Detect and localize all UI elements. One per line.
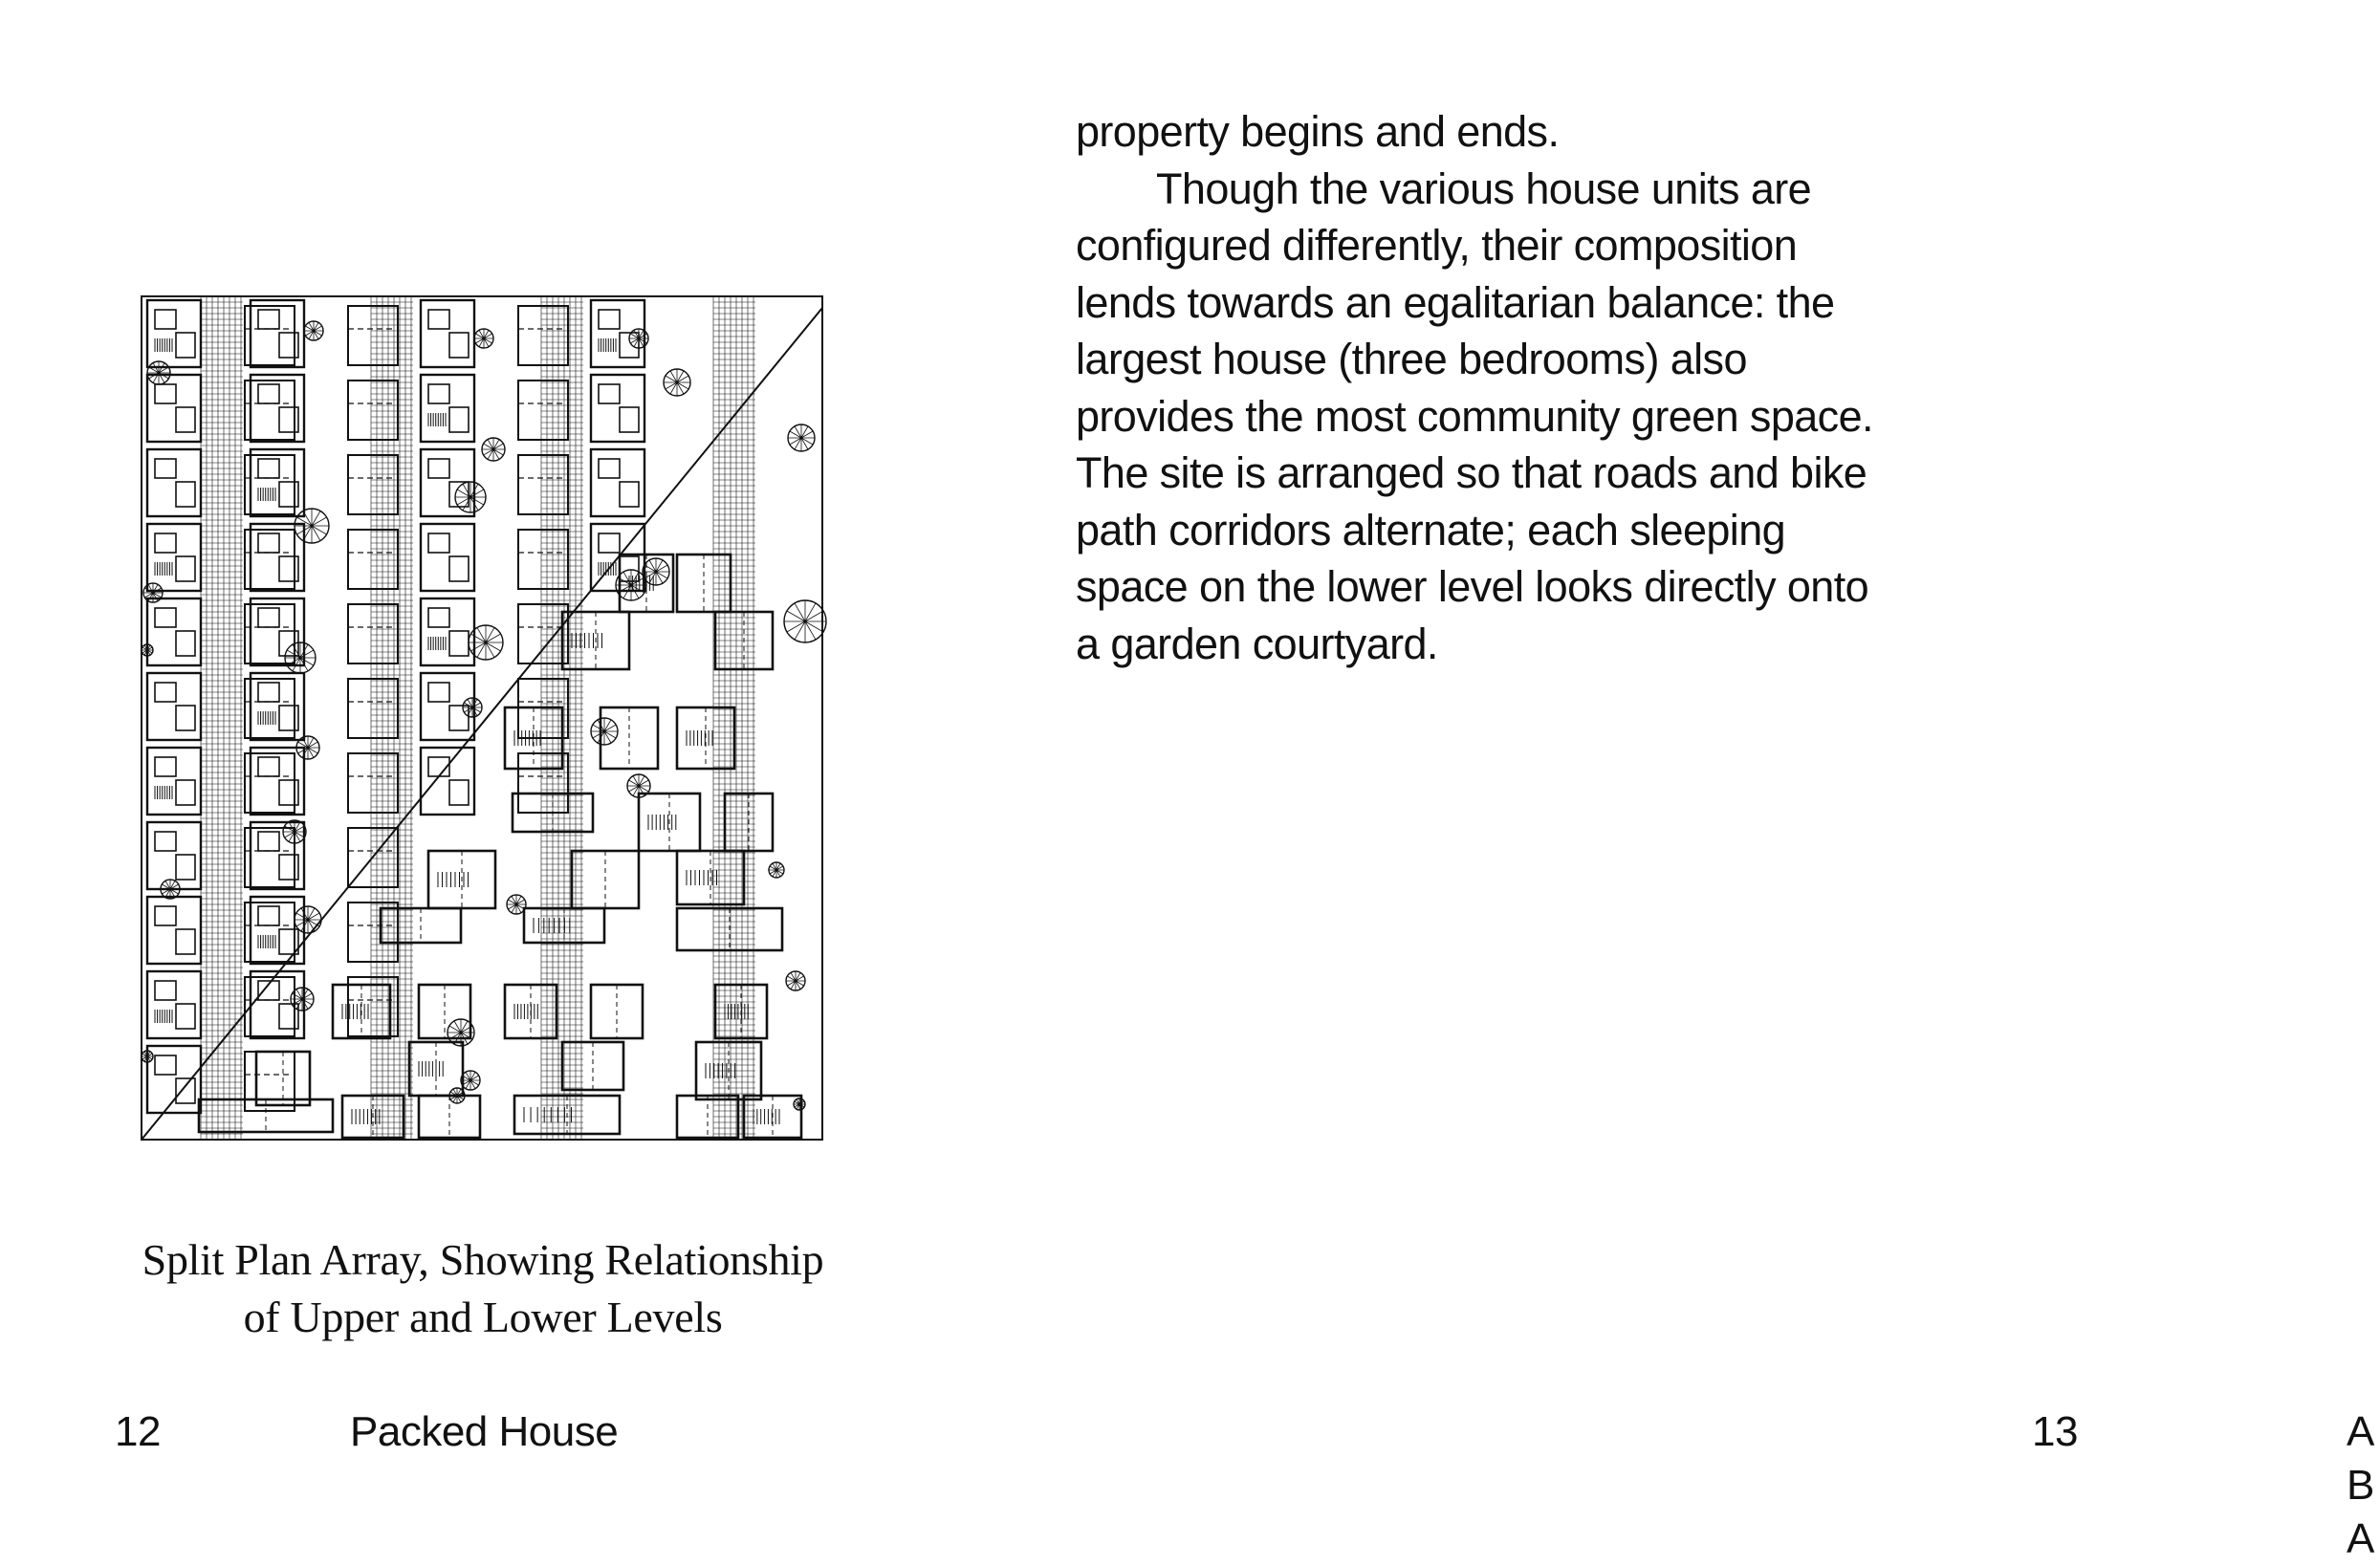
- upper-block-b: [518, 306, 568, 365]
- upper-room: [428, 310, 449, 329]
- upper-block-b: [348, 455, 398, 514]
- upper-room: [176, 1078, 195, 1103]
- upper-block-b: [245, 753, 295, 813]
- upper-room: [155, 533, 176, 553]
- upper-stair: [155, 562, 172, 576]
- upper-room: [449, 407, 469, 432]
- upper-room: [155, 683, 176, 702]
- upper-room: [176, 333, 195, 358]
- upper-block-b: [348, 903, 398, 962]
- upper-block-b: [348, 530, 398, 589]
- lower-stair-9: [648, 815, 676, 830]
- upper-room: [155, 459, 176, 478]
- upper-block-b: [245, 306, 295, 365]
- running-title-right: A B A: [2347, 1408, 2380, 1562]
- upper-room: [620, 407, 639, 432]
- upper-room: [155, 1055, 176, 1075]
- upper-block-b: [245, 604, 295, 663]
- left-page: [0, 0, 956, 1548]
- upper-block-b: [348, 381, 398, 440]
- caption-line-2: of Upper and Lower Levels: [243, 1293, 723, 1341]
- lower-stair-11: [438, 872, 469, 887]
- running-title-left: Packed House: [350, 1408, 619, 1455]
- upper-room: [155, 981, 176, 1000]
- lower-stair-19: [514, 1004, 537, 1019]
- upper-room: [155, 608, 176, 627]
- upper-room: [176, 929, 195, 954]
- split-diagonal-line: [142, 308, 822, 1140]
- upper-room: [449, 706, 469, 730]
- lower-unit-24: [562, 1042, 623, 1090]
- upper-block-b: [518, 455, 568, 514]
- upper-block-b: [518, 381, 568, 440]
- site-plan-svg: [142, 296, 822, 1140]
- upper-room: [620, 482, 639, 507]
- corridor-grid-1: [201, 296, 243, 1140]
- upper-block-b: [518, 753, 568, 813]
- upper-room: [176, 482, 195, 507]
- upper-room: [449, 333, 469, 358]
- upper-room: [599, 310, 620, 329]
- upper-room: [258, 459, 279, 478]
- upper-room: [176, 556, 195, 581]
- paragraph-1: property begins and ends.: [1076, 107, 1560, 156]
- split-plan-drawing: [142, 296, 822, 1140]
- lower-stair-13: [687, 870, 717, 885]
- upper-room: [258, 533, 279, 553]
- upper-room: [155, 310, 176, 329]
- upper-block-b: [245, 903, 295, 962]
- upper-stair: [155, 1010, 172, 1023]
- lower-stair-31: [753, 1109, 779, 1124]
- upper-room: [176, 780, 195, 805]
- page-number-right: 13: [2032, 1408, 2078, 1455]
- upper-stair: [258, 711, 275, 725]
- upper-stair: [428, 637, 446, 650]
- upper-room: [599, 459, 620, 478]
- upper-block-b: [348, 604, 398, 663]
- upper-room: [449, 780, 469, 805]
- corridor-grid-2: [371, 296, 413, 1140]
- upper-room: [258, 683, 279, 702]
- upper-room: [176, 1004, 195, 1029]
- upper-room: [258, 384, 279, 403]
- upper-room: [449, 631, 469, 656]
- upper-room: [599, 533, 620, 553]
- upper-room: [428, 384, 449, 403]
- upper-room: [258, 832, 279, 851]
- upper-room: [258, 757, 279, 776]
- paragraph-2: Though the various house units are configured differently, their composition lends towards an egalitarian balance: the largest house (three bedrooms) also provides the most community green space. The site is arranged so that roads and bike path corridors alternate; each sleeping space on the lower level looks directly onto a garden courtyard.: [1076, 163, 1873, 668]
- upper-block-b: [245, 530, 295, 589]
- upper-room: [258, 310, 279, 329]
- upper-room: [176, 631, 195, 656]
- upper-stair: [155, 338, 172, 352]
- page-number-left: 12: [115, 1408, 161, 1455]
- upper-room: [258, 906, 279, 925]
- upper-block-b: [518, 604, 568, 663]
- upper-room: [155, 757, 176, 776]
- caption-line-1: Split Plan Array, Showing Relationship: [142, 1235, 824, 1284]
- upper-block-b: [245, 828, 295, 887]
- upper-room: [176, 706, 195, 730]
- upper-room: [155, 832, 176, 851]
- upper-room: [155, 384, 176, 403]
- upper-room: [428, 608, 449, 627]
- upper-block-b: [348, 306, 398, 365]
- upper-room: [428, 459, 449, 478]
- upper-block-b: [245, 455, 295, 514]
- upper-block-b: [348, 753, 398, 813]
- upper-stair: [428, 413, 446, 426]
- upper-block-b: [348, 679, 398, 738]
- upper-stair: [258, 935, 275, 948]
- upper-room: [176, 855, 195, 880]
- figure-caption: [96, 1231, 870, 1346]
- upper-block-b: [245, 977, 295, 1036]
- upper-room: [176, 407, 195, 432]
- upper-block-b: [245, 1052, 295, 1111]
- upper-room: [449, 556, 469, 581]
- lower-stair-3: [572, 633, 602, 648]
- lower-stair-23: [419, 1061, 443, 1077]
- upper-stair: [258, 488, 275, 501]
- upper-block-b: [518, 530, 568, 589]
- lower-stair-7: [687, 730, 712, 746]
- upper-block-b: [245, 679, 295, 738]
- upper-stair: [599, 338, 616, 352]
- upper-stair: [155, 786, 172, 799]
- lower-stair-17: [342, 1004, 368, 1019]
- upper-room: [155, 906, 176, 925]
- lower-stair-29: [524, 1107, 572, 1122]
- upper-room: [428, 533, 449, 553]
- body-text: [1076, 103, 1879, 672]
- upper-room: [258, 608, 279, 627]
- right-page: [956, 0, 2380, 1562]
- upper-room: [428, 683, 449, 702]
- lower-stair-27: [352, 1109, 380, 1124]
- upper-room: [599, 384, 620, 403]
- upper-block-b: [245, 381, 295, 440]
